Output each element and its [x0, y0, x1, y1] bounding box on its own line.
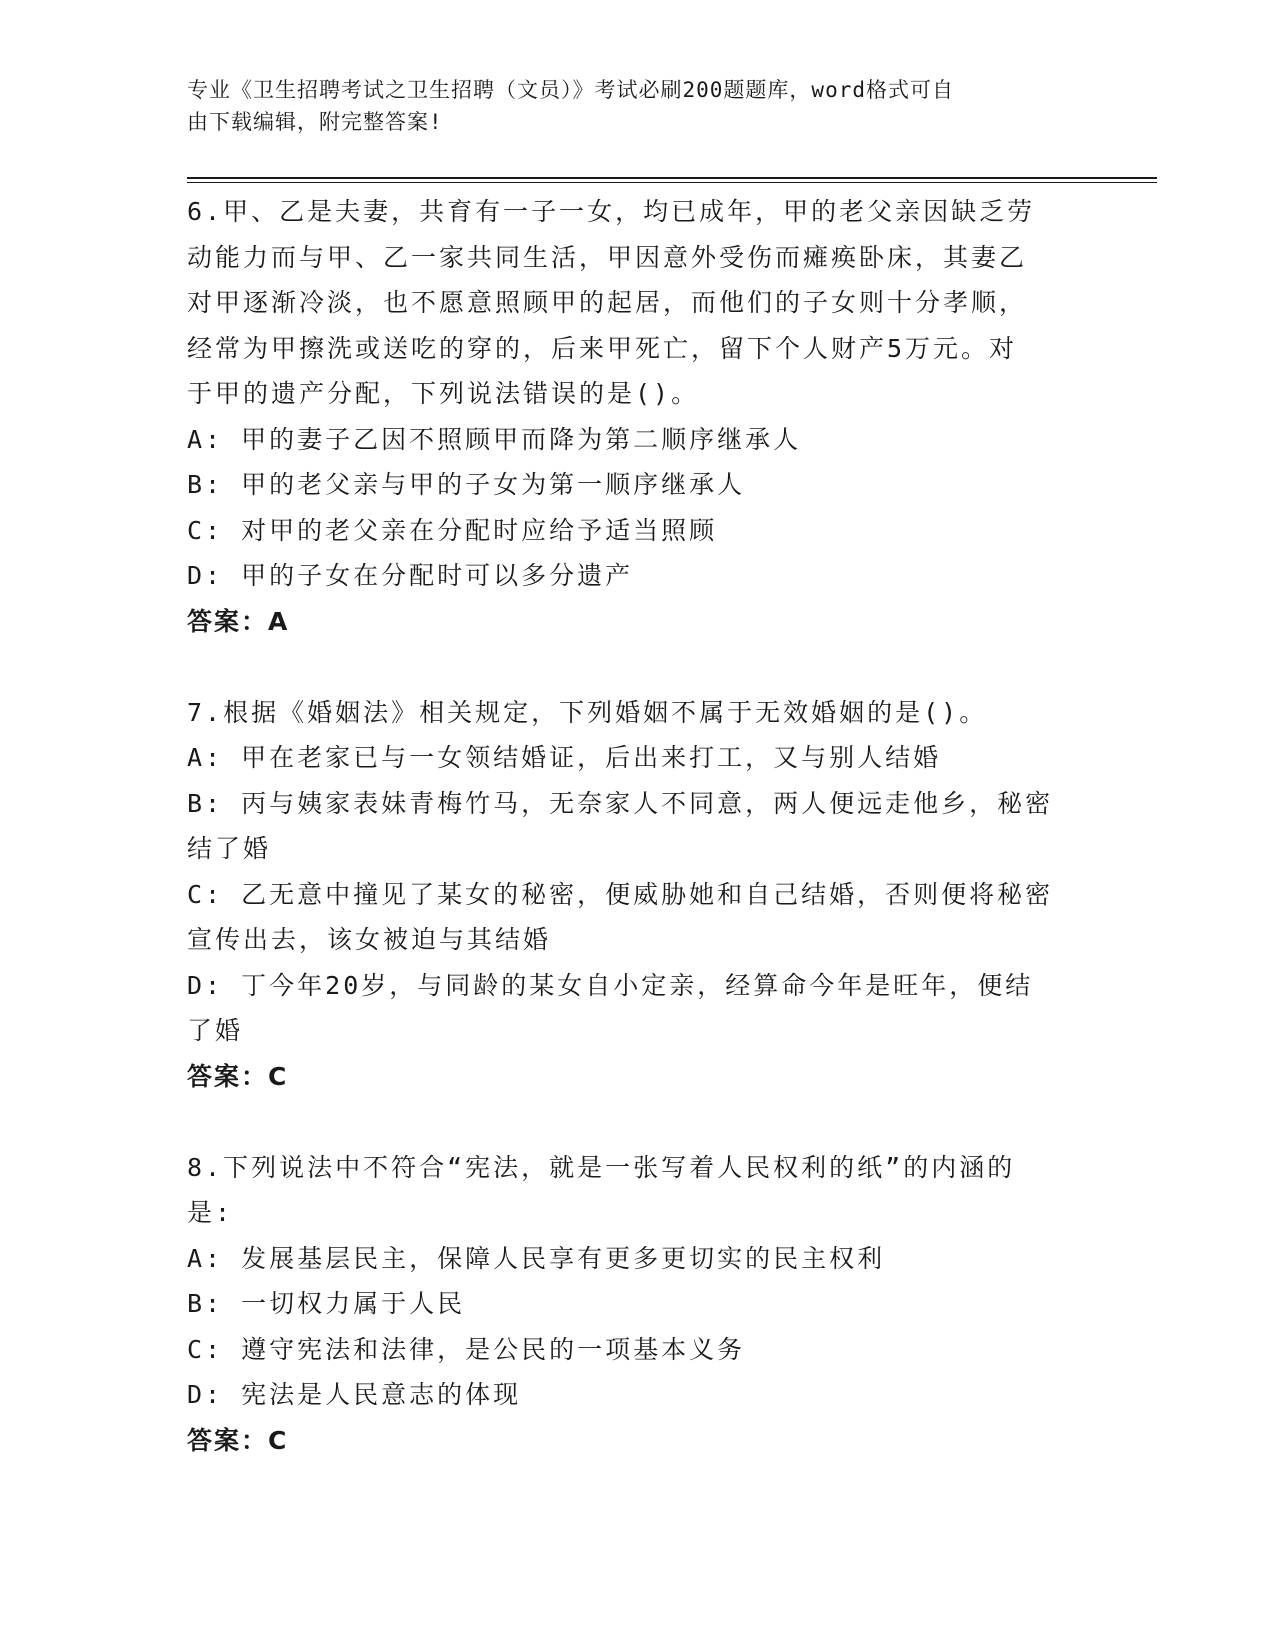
answer-option-line: 结了婚: [187, 834, 272, 863]
answer-key: 答案：C: [187, 1425, 289, 1455]
question-stem-line: 是:: [187, 1198, 234, 1227]
answer-option-line: B: 一切权力属于人民: [187, 1289, 466, 1318]
question-spacer: [187, 644, 1087, 690]
answer-option: [187, 1327, 1087, 1373]
question-stem-line: 经常为甲擦洗或送吃的穿的，后来甲死亡，留下个人财产5万元。对: [187, 333, 1018, 363]
answer-option: [187, 872, 1087, 963]
answer-option-line: C: 遵守宪法和法律，是公民的一项基本义务: [187, 1334, 746, 1364]
question-stem-line: 动能力而与甲、乙一家共同生活，甲因意外受伤而瘫痪卧床，其妻乙: [187, 242, 1028, 272]
answer-option-line: B: 甲的老父亲与甲的子女为第一顺序继承人: [187, 470, 746, 499]
answer-option-line: D: 甲的子女在分配时可以多分遗产: [187, 561, 634, 590]
answer-option: [187, 508, 1087, 554]
answer-key: 答案：A: [187, 606, 290, 636]
question-spacer: [187, 1099, 1087, 1145]
answer-option: [187, 462, 1087, 508]
answer-option-line: A: 甲在老家已与一女领结婚证，后出来打工，又与别人结婚: [187, 743, 942, 772]
question-block: [187, 189, 1087, 690]
question-stem-line: 7.根据《婚姻法》相关规定，下列婚姻不属于无效婚姻的是()。: [187, 697, 988, 727]
question-stem-line: 对甲逐渐冷淡，也不愿意照顾甲的起居，而他们的子女则十分孝顺，: [187, 288, 1028, 317]
answer-option: [187, 1281, 1087, 1327]
answer-option: [187, 553, 1087, 599]
answer-option-line: A: 发展基层民主，保障人民享有更多更切实的民主权利: [187, 1243, 886, 1273]
document-header: [187, 74, 1077, 138]
answer-option: [187, 963, 1087, 1054]
answer-key: 答案：C: [187, 1061, 289, 1091]
answer-option-line: 宣传出去，该女被迫与其结婚: [187, 925, 552, 954]
answer-option-line: C: 乙无意中撞见了某女的秘密，便威胁她和自己结婚，否则便将秘密: [187, 879, 1054, 909]
answer-option-line: D: 丁今年20岁，与同龄的某女自小定亲，经算命今年是旺年，便结: [187, 970, 1034, 1000]
answer-option-line: C: 对甲的老父亲在分配时应给予适当照顾: [187, 515, 718, 545]
question-block: [187, 690, 1087, 1145]
answer-option-line: A: 甲的妻子乙因不照顾甲而降为第二顺序继承人: [187, 424, 802, 454]
question-stem-line: 于甲的遗产分配，下列说法错误的是()。: [187, 379, 700, 408]
question-stem-line: 6.甲、乙是夫妻，共育有一子一女，均已成年，甲的老父亲因缺乏劳: [187, 197, 1036, 226]
question-stem-line: 8.下列说法中不符合“宪法，就是一张写着人民权利的纸”的内涵的: [187, 1152, 1016, 1182]
answer-option-line: 了婚: [187, 1016, 244, 1045]
answer-option: [187, 735, 1087, 781]
header-line-2: 由下载编辑，附完整答案!: [187, 110, 443, 134]
header-line-1: 专业《卫生招聘考试之卫生招聘（文员）》考试必刷200题题库，word格式可自: [187, 78, 954, 102]
answer-option-line: B: 丙与姨家表妹青梅竹马，无奈家人不同意，两人便远走他乡，秘密: [187, 788, 1054, 818]
header-rule-thick: [187, 177, 1157, 179]
question-list: [187, 189, 1087, 1463]
answer-option: [187, 781, 1087, 872]
answer-option: [187, 417, 1087, 463]
header-rule-thin: [187, 182, 1157, 183]
answer-option-line: D: 宪法是人民意志的体现: [187, 1380, 522, 1409]
answer-option: [187, 1236, 1087, 1282]
answer-option: [187, 1372, 1087, 1418]
question-block: [187, 1145, 1087, 1464]
